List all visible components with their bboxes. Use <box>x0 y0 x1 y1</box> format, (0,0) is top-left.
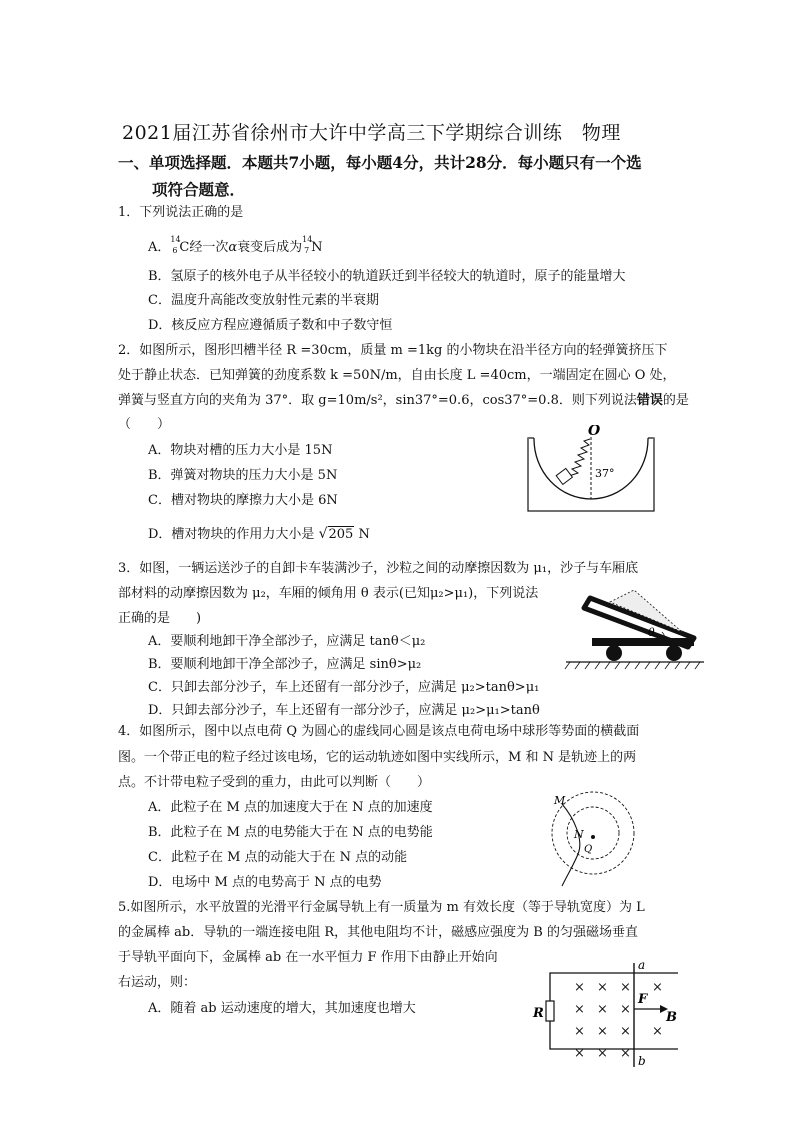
q3-option-b: B．要顺利地卸干净全部沙子，应满足 sinθ>μ₂ <box>148 657 422 672</box>
q3-option-a: A．要顺利地卸干净全部沙子，应满足 tanθ＜μ₂ <box>148 634 426 649</box>
q4-option-c: C．此粒子在 M 点的动能大于在 N 点的动能 <box>148 850 408 865</box>
svg-text:×: × <box>574 1024 585 1039</box>
fig-label-r: R <box>533 1006 544 1021</box>
q5-stem-line4: 右运动，则： <box>118 975 197 990</box>
q3-figure-truck <box>562 580 708 675</box>
q5-stem-line3: 于导轨平面向下，金属棒 ab 在一水平恒力 F 作用下由静止开始向 <box>118 950 498 965</box>
svg-text:×: × <box>620 980 631 995</box>
q3-stem-line1: 3．如图，一辆运送沙子的自卸卡车装满沙子，沙粒之间的动摩擦因数为 μ₁，沙子与车厢底 <box>118 561 639 576</box>
q4-stem-line3: 点。不计带电粒子受到的重力，由此可以判断（ ） <box>118 775 431 790</box>
section-heading-cont: 项符合题意． <box>152 180 246 199</box>
fig-label-o: O <box>588 425 601 439</box>
q2-option-b: B．弹簧对物块的压力大小是 5N <box>148 468 338 483</box>
q4-option-a: A．此粒子在 M 点的加速度大于在 N 点的加速度 <box>148 800 433 815</box>
q3-stem-line2: 部材料的动摩擦因数为 μ₂，车厢的倾角用 θ 表示(已知μ₂>μ₁)，下列说法 <box>118 586 539 601</box>
q3-option-c: C．只卸去部分沙子，车上还留有一部分沙子，应满足 μ₂>tanθ>μ₁ <box>148 680 540 695</box>
fig-label-m: M <box>554 794 566 807</box>
svg-text:×: × <box>620 1046 631 1061</box>
q1-option-a: A． 14 6 C经一次α衰变后成为 14 7 N <box>148 235 323 255</box>
q1-stem: 1．下列说法正确的是 <box>118 205 244 220</box>
svg-text:×: × <box>597 1002 608 1017</box>
svg-text:×: × <box>574 1002 585 1017</box>
q5-stem-line1: 5.如图所示，水平放置的光滑平行金属导轨上有一质量为 m 有效长度（等于导轨宽度）为 L <box>118 900 645 915</box>
q4-stem-line2: 图。一个带正电的粒子经过该电场，它的运动轨迹如图中实线所示，M 和 N 是轨迹上的两 <box>118 750 637 765</box>
svg-text:×: × <box>597 980 608 995</box>
q4-option-b: B．此粒子在 M 点的电势能大于在 N 点的电势能 <box>148 825 433 840</box>
svg-text:×: × <box>597 1046 608 1061</box>
fig-label-theta: θ <box>648 626 655 639</box>
q2-option-c: C．槽对物块的摩擦力大小是 6N <box>148 493 338 508</box>
q2-stem-line4: （ ） <box>118 417 171 432</box>
q5-figure-rails <box>530 957 686 1073</box>
svg-text:×: × <box>574 980 585 995</box>
q2-stem-line1: 2．如图所示，图形凹槽半径 R =30cm，质量 m =1kg 的小物块在沿半径方向的轻弹簧挤压下 <box>118 343 668 358</box>
fig-label-q: Q <box>584 844 593 855</box>
q3-option-d: D．只卸去部分沙子，车上还留有一部分沙子，应满足 μ₂>μ₁>tanθ <box>148 703 540 718</box>
svg-text:×: × <box>620 1002 631 1017</box>
q2-stem-line2: 处于静止状态．已知弹簧的劲度系数 k =50N/m，自由长度 L =40cm，一端固定在圆心 O 处， <box>118 368 676 383</box>
svg-text:×: × <box>620 1024 631 1039</box>
svg-text:×: × <box>652 1024 663 1039</box>
q1-option-c: C．温度升高能改变放射性元素的半衰期 <box>148 293 379 308</box>
q2-option-a: A．物块对槽的压力大小是 15N <box>148 443 333 458</box>
q3-stem-line3: 正确的是 ) <box>118 611 202 626</box>
section-heading: 一、单项选择题．本题共7小题，每小题4分，共计28分．每小题只有一个选 <box>118 153 642 172</box>
q4-stem-line1: 4．如图所示，图中以点电荷 Q 为圆心的虚线同心圆是该点电荷电场中球形等势面的横截面 <box>118 724 640 739</box>
sqrt-radical: √ <box>318 526 328 542</box>
fig-label-n: N <box>574 828 584 841</box>
svg-text:×: × <box>597 1024 608 1039</box>
q5-option-a: A．随着 ab 运动速度的增大，其加速度也增大 <box>148 1001 416 1016</box>
q2-figure-groove <box>526 425 658 513</box>
q4-figure-field <box>544 790 636 890</box>
fig-label-angle: 37° <box>595 467 615 480</box>
fig-label-b: b <box>638 1054 646 1068</box>
svg-text:×: × <box>574 1046 585 1061</box>
q2-option-d: D．槽对物块的作用力大小是 √205 N <box>148 526 370 542</box>
fig-label-f: F <box>638 992 648 1007</box>
fig-label-field-b: B <box>666 1010 677 1025</box>
fig-label-a: a <box>638 958 646 972</box>
svg-text:×: × <box>652 980 663 995</box>
q1-option-d: D．核反应方程应遵循质子数和中子数守恒 <box>148 318 393 333</box>
q4-option-d: D．电场中 M 点的电势高于 N 点的电势 <box>148 875 382 890</box>
q5-stem-line2: 的金属棒 ab．导轨的一端连接电阻 R，其他电阻均不计，磁感应强度为 B 的匀强磁场垂直 <box>118 925 638 940</box>
page-title: 2021届江苏省徐州市大许中学高三下学期综合训练 物理 <box>122 122 621 144</box>
q1-option-b: B．氢原子的核外电子从半径较小的轨道跃迁到半径较大的轨道时，原子的能量增大 <box>148 269 626 284</box>
q2-stem-line3: 弹簧与竖直方向的夹角为 37°．取 g=10m/s²，sin37°=0.6，cos37°=0.8．则下列说法错误的是 <box>118 393 689 408</box>
